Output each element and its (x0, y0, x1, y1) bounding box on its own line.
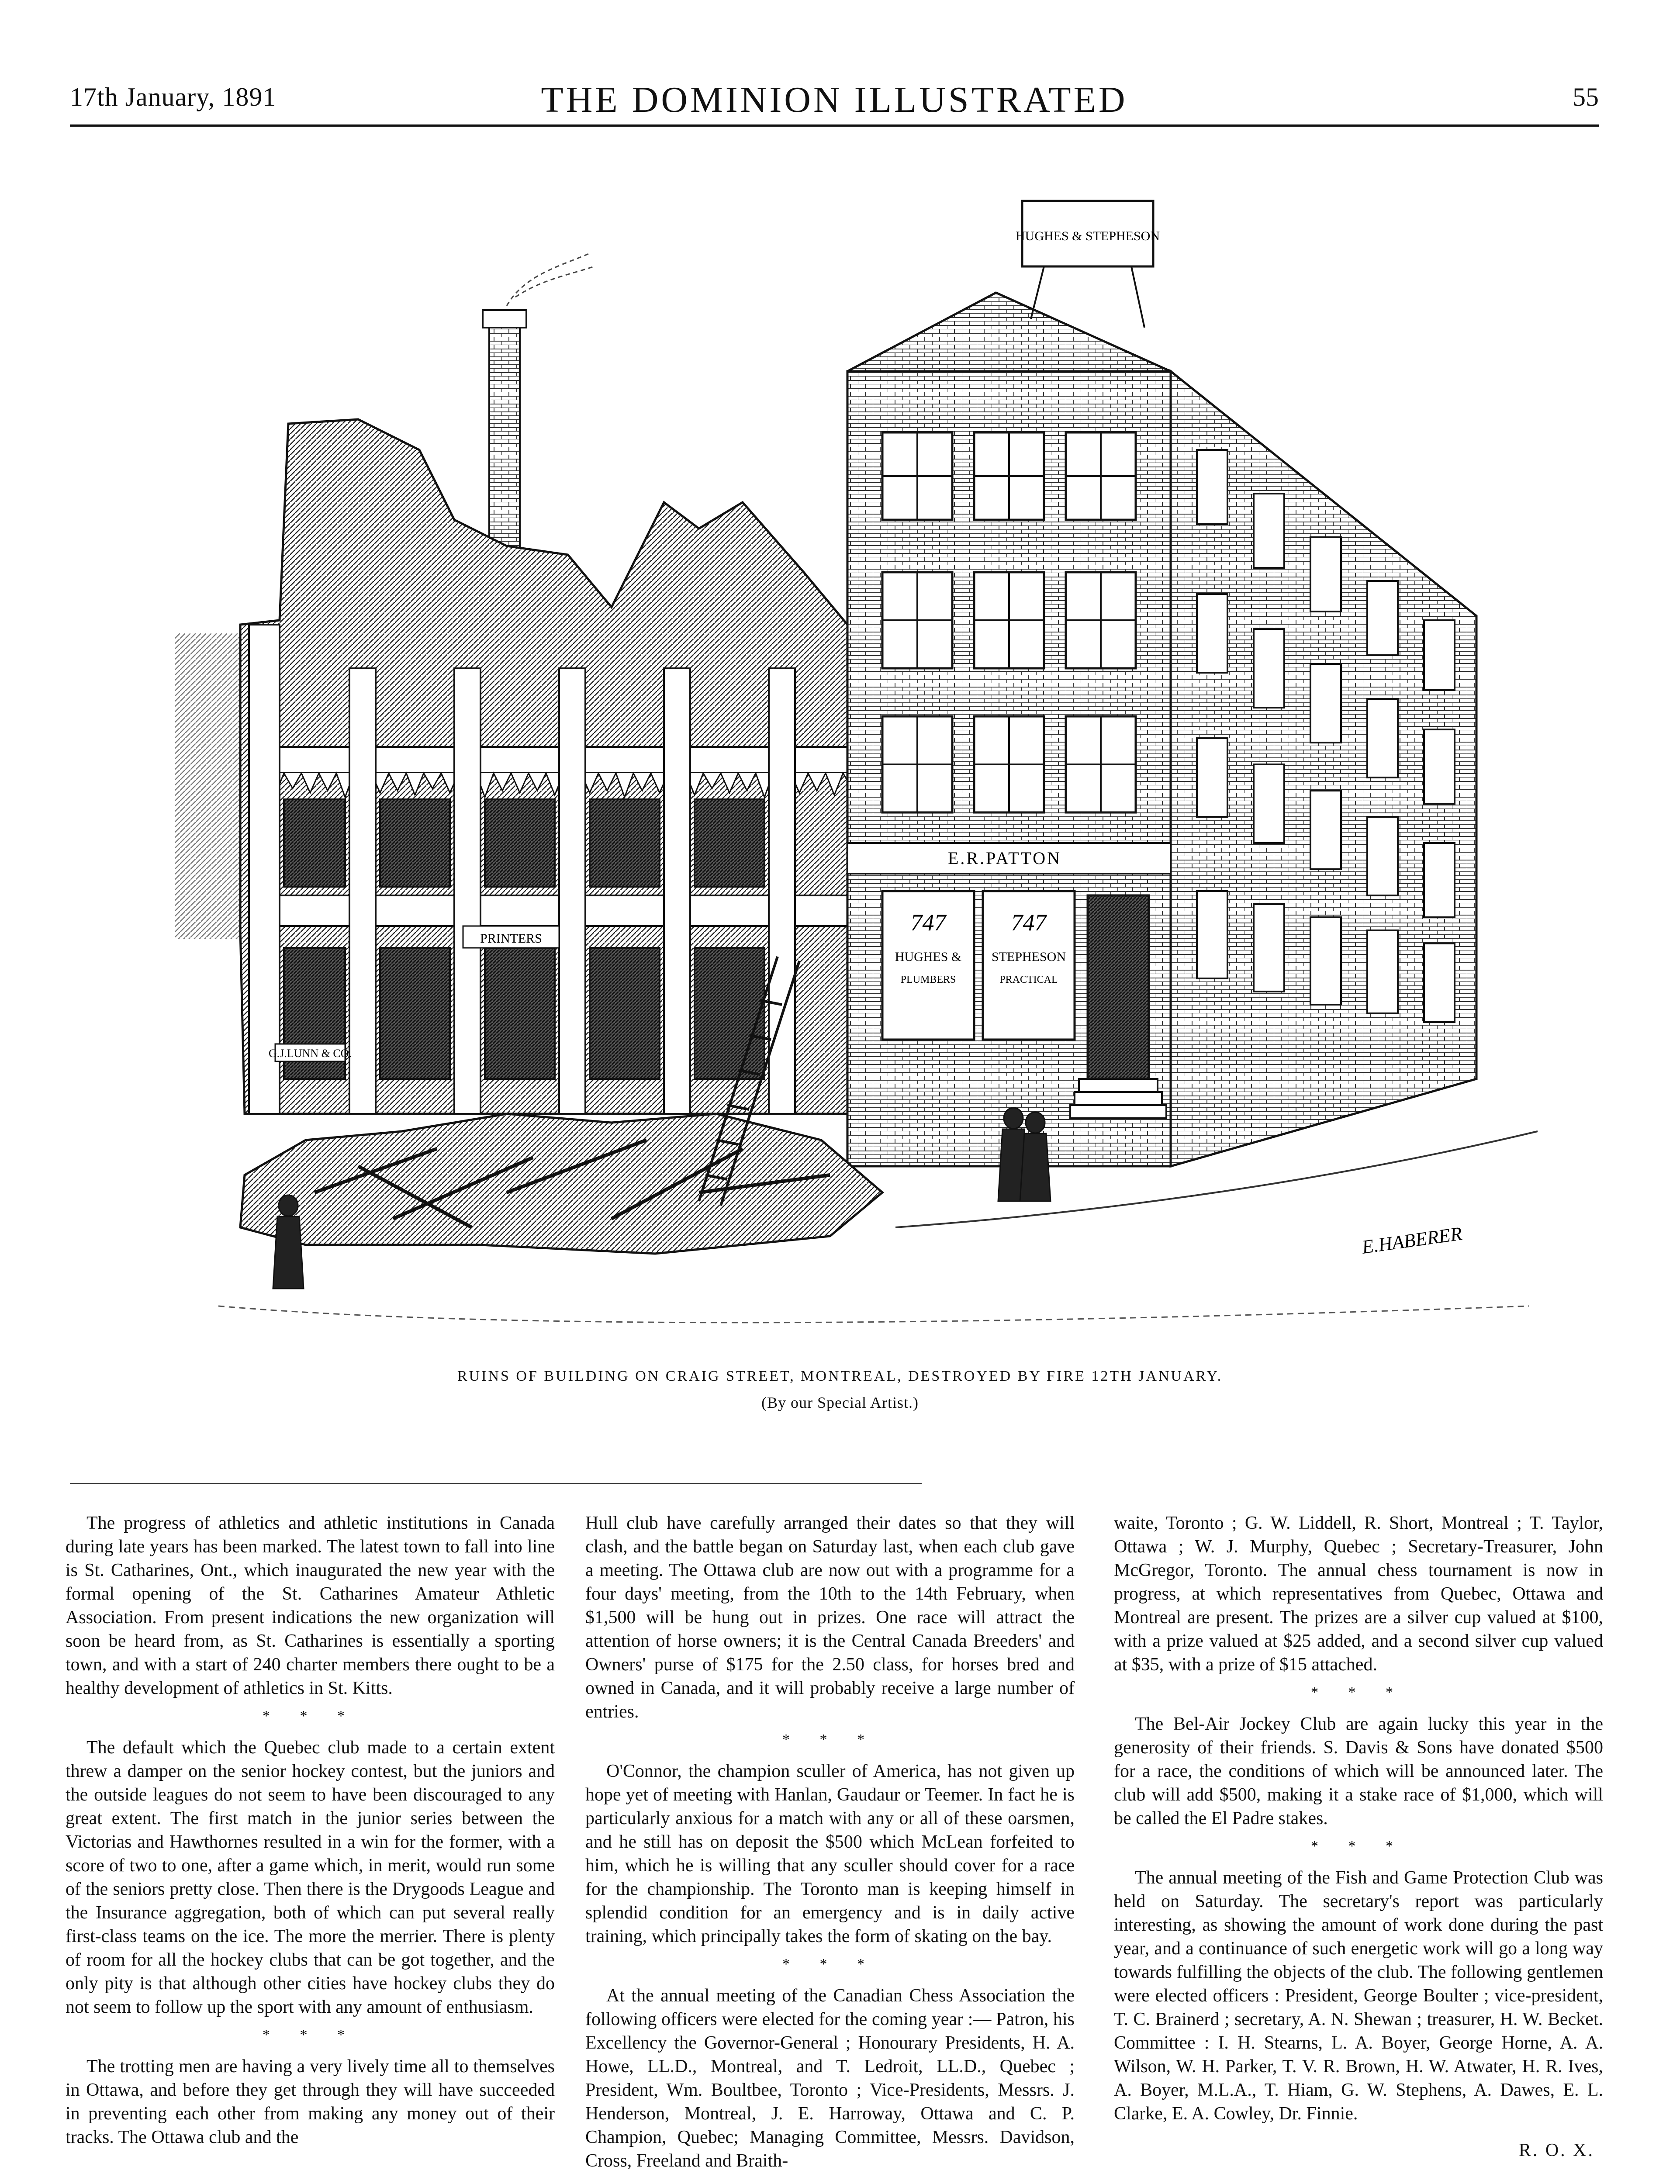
header-rule (70, 124, 1599, 127)
article-column-2 (585, 1511, 1075, 2173)
page-number: 55 (1573, 83, 1599, 111)
section-separator: * * * (782, 1956, 878, 1972)
paragraph-trotting: The trotting men are having a very lively time all to themselves in Ottawa, and before they get through they will have succeeded in preventing each other from making any money out of their tracks. The Ottawa club and the (66, 2056, 555, 2147)
window-right-name: STEPHESON (991, 950, 1066, 964)
article-column-1 (66, 1511, 555, 2149)
publication-title: THE DOMINION ILLUSTRATED (541, 79, 1128, 120)
window-left-number: 747 (910, 909, 946, 936)
author-signature: R. O. X. (1518, 2140, 1594, 2160)
section-separator: * * * (263, 2027, 358, 2043)
svg-text:E.HABERER: E.HABERER (1360, 1223, 1464, 1258)
artist-signature (1360, 1223, 1464, 1258)
ruined-building (240, 419, 913, 1114)
paragraph-hockey: The default which the Quebec club made to a certain extent threw a damper on the senior hockey contest, but the juniors and the outside leagues do not seem to have been discouraged to any great extent. The first match in the junior series between the Victorias and Hawthornes resulted in a win for the former, with a score of two to one, after a game which, in merit, would run some of the seniors pretty close. Then there is the Drygoods League and the Insurance aggregation, both of which can put several really first-class teams on the ice. The more the merrier. There is plenty of room for all the hockey clubs that can be got together, and the only pity is that although other cities have hockey clubs they do not seem to follow up the sport with any amount of enthusiasm. (66, 1738, 555, 2017)
window-left-trade: PLUMBERS (900, 974, 956, 985)
roof-sign: HUGHES & STEPHESON (1015, 229, 1160, 243)
window-right-trade: PRACTICAL (999, 974, 1058, 985)
paragraph-trotting-cont: Hull club have carefully arranged their dates so that they will clash, and the battle began on Saturday last, when each club gave a meeting. The Ottawa club are now out with a programme for a four days' meeting, from the 10th to the 14th February, when $1,500 will be hung out in prizes. One race will attract the attention of horse owners; it is the Central Canada Breeders' and Owners' purse of $175 for the 2.50 class, for horses bred and owned in Canada, and it will probably receive a large number of entries. (585, 1513, 1075, 1722)
illustration-caption: RUINS OF BUILDING ON CRAIG STREET, MONTREAL, DESTROYED BY FIRE 12TH JANUARY. (457, 1368, 1223, 1384)
paragraph-fish-game: The annual meeting of the Fish and Game Protection Club was held on Saturday. The secretary's report was particularly interesting, as showing the amount of work done during the past year, and a continuance of such energetic work will go a long way towards fulfilling the objects of the club. The following gentlemen were elected officers : President, George Boulter ; vice-president, T. C. Brainerd ; secretary, A. N. Shewan ; treasurer, H. W. Becket. Committee : I. H. Stearns, L. A. Boyer, George Horne, A. A. Wilson, W. H. Parker, T. V. R. Brown, H. W. Atwater, H. R. Ives, A. Boyer, M.L.A., T. Hiam, G. W. Stephens, A. Dawes, E. L. Clarke, E. A. Cowley, Dr. Finnie. (1114, 1868, 1603, 2124)
printers-sign: PRINTERS (480, 931, 542, 946)
lunn-sign: G.J.LUNN & CO. (269, 1047, 352, 1060)
masthead (70, 66, 1599, 127)
paragraph-jockey-club: The Bel-Air Jockey Club are again lucky this year in the generosity of their friends. S. Davis & Sons have donated $500 for a race, the conditions of which will be announced later. The club will add $500, making it a stake race of $1,000, which will be called the El Padre stakes. (1114, 1714, 1603, 1828)
paragraph-sculling: O'Connor, the champion sculler of America, has not given up hope yet of meeting with Hanlan, Gaudaur or Teemer. In fact he is particularly anxious for a match with any or all of these oarsmen, and he still has on deposit the $500 which McLean forfeited to him, which he is willing that any sculler should cover for a race for the championship. The Toronto man is keeping himself in splendid condition for an emergency and is in daily active training, which principally takes the form of skating on the bay. (585, 1761, 1075, 1946)
illustration-credit: (By our Special Artist.) (761, 1394, 919, 1411)
article-column-3 (1114, 1511, 1603, 2162)
intact-building (847, 201, 1476, 1166)
section-rule (70, 1483, 922, 1484)
section-separator: * * * (782, 1731, 878, 1748)
section-separator: * * * (263, 1708, 358, 1724)
window-left-name: HUGHES & (895, 950, 962, 964)
window-right-number: 747 (1011, 909, 1047, 936)
patton-sign: E.R.PATTON (947, 848, 1062, 868)
paragraph-athletics: The progress of athletics and athletic institutions in Canada during late years has been marked. The latest town to fall into line is St. Catharines, Ont., which inaugurated the new year with the formal opening of the St. Catharines Amateur Athletic Association. From present indications the new organization will soon be heard from, as St. Catharines is essentially a sporting town, and with a start of 240 charter members there ought to be a healthy development of athletics in St. Kitts. (66, 1513, 555, 1698)
section-separator: * * * (1311, 1684, 1406, 1700)
sky-hatching (175, 633, 240, 939)
issue-date: 17th January, 1891 (70, 83, 277, 111)
section-separator: * * * (1311, 1838, 1406, 1854)
paragraph-chess: At the annual meeting of the Canadian Chess Association the following officers were elected for the coming year :— Patron, his Excellency the Governor-General ; Honourary Presidents, H. A. Howe, LL.D., Montreal, and T. Ledroit, LL.D., Quebec ; President, Wm. Boultbee, Toronto ; Vice-Presidents, Messrs. J. Henderson, Montreal, J. E. Harroway, Ottawa and C. P. Champion, Quebec; Managing Committee, Messrs. Davidson, Cross, Freeland and Braith- (585, 1986, 1075, 2171)
paragraph-chess-cont: waite, Toronto ; G. W. Liddell, R. Short, Montreal ; T. Taylor, Ottawa ; W. J. Murphy, Quebec ; Secretary-Treasurer, John McGregor, Toronto. The annual chess tournament is now in progress, at which representatives from Quebec, Ottawa and Montreal are present. The prizes are a silver cup valued at $100, with a prize valued at $25 added, and a second silver cup valued at $35, with a prize of $15 attached. (1114, 1513, 1603, 1675)
fire-ruins-illustration (175, 188, 1542, 1350)
